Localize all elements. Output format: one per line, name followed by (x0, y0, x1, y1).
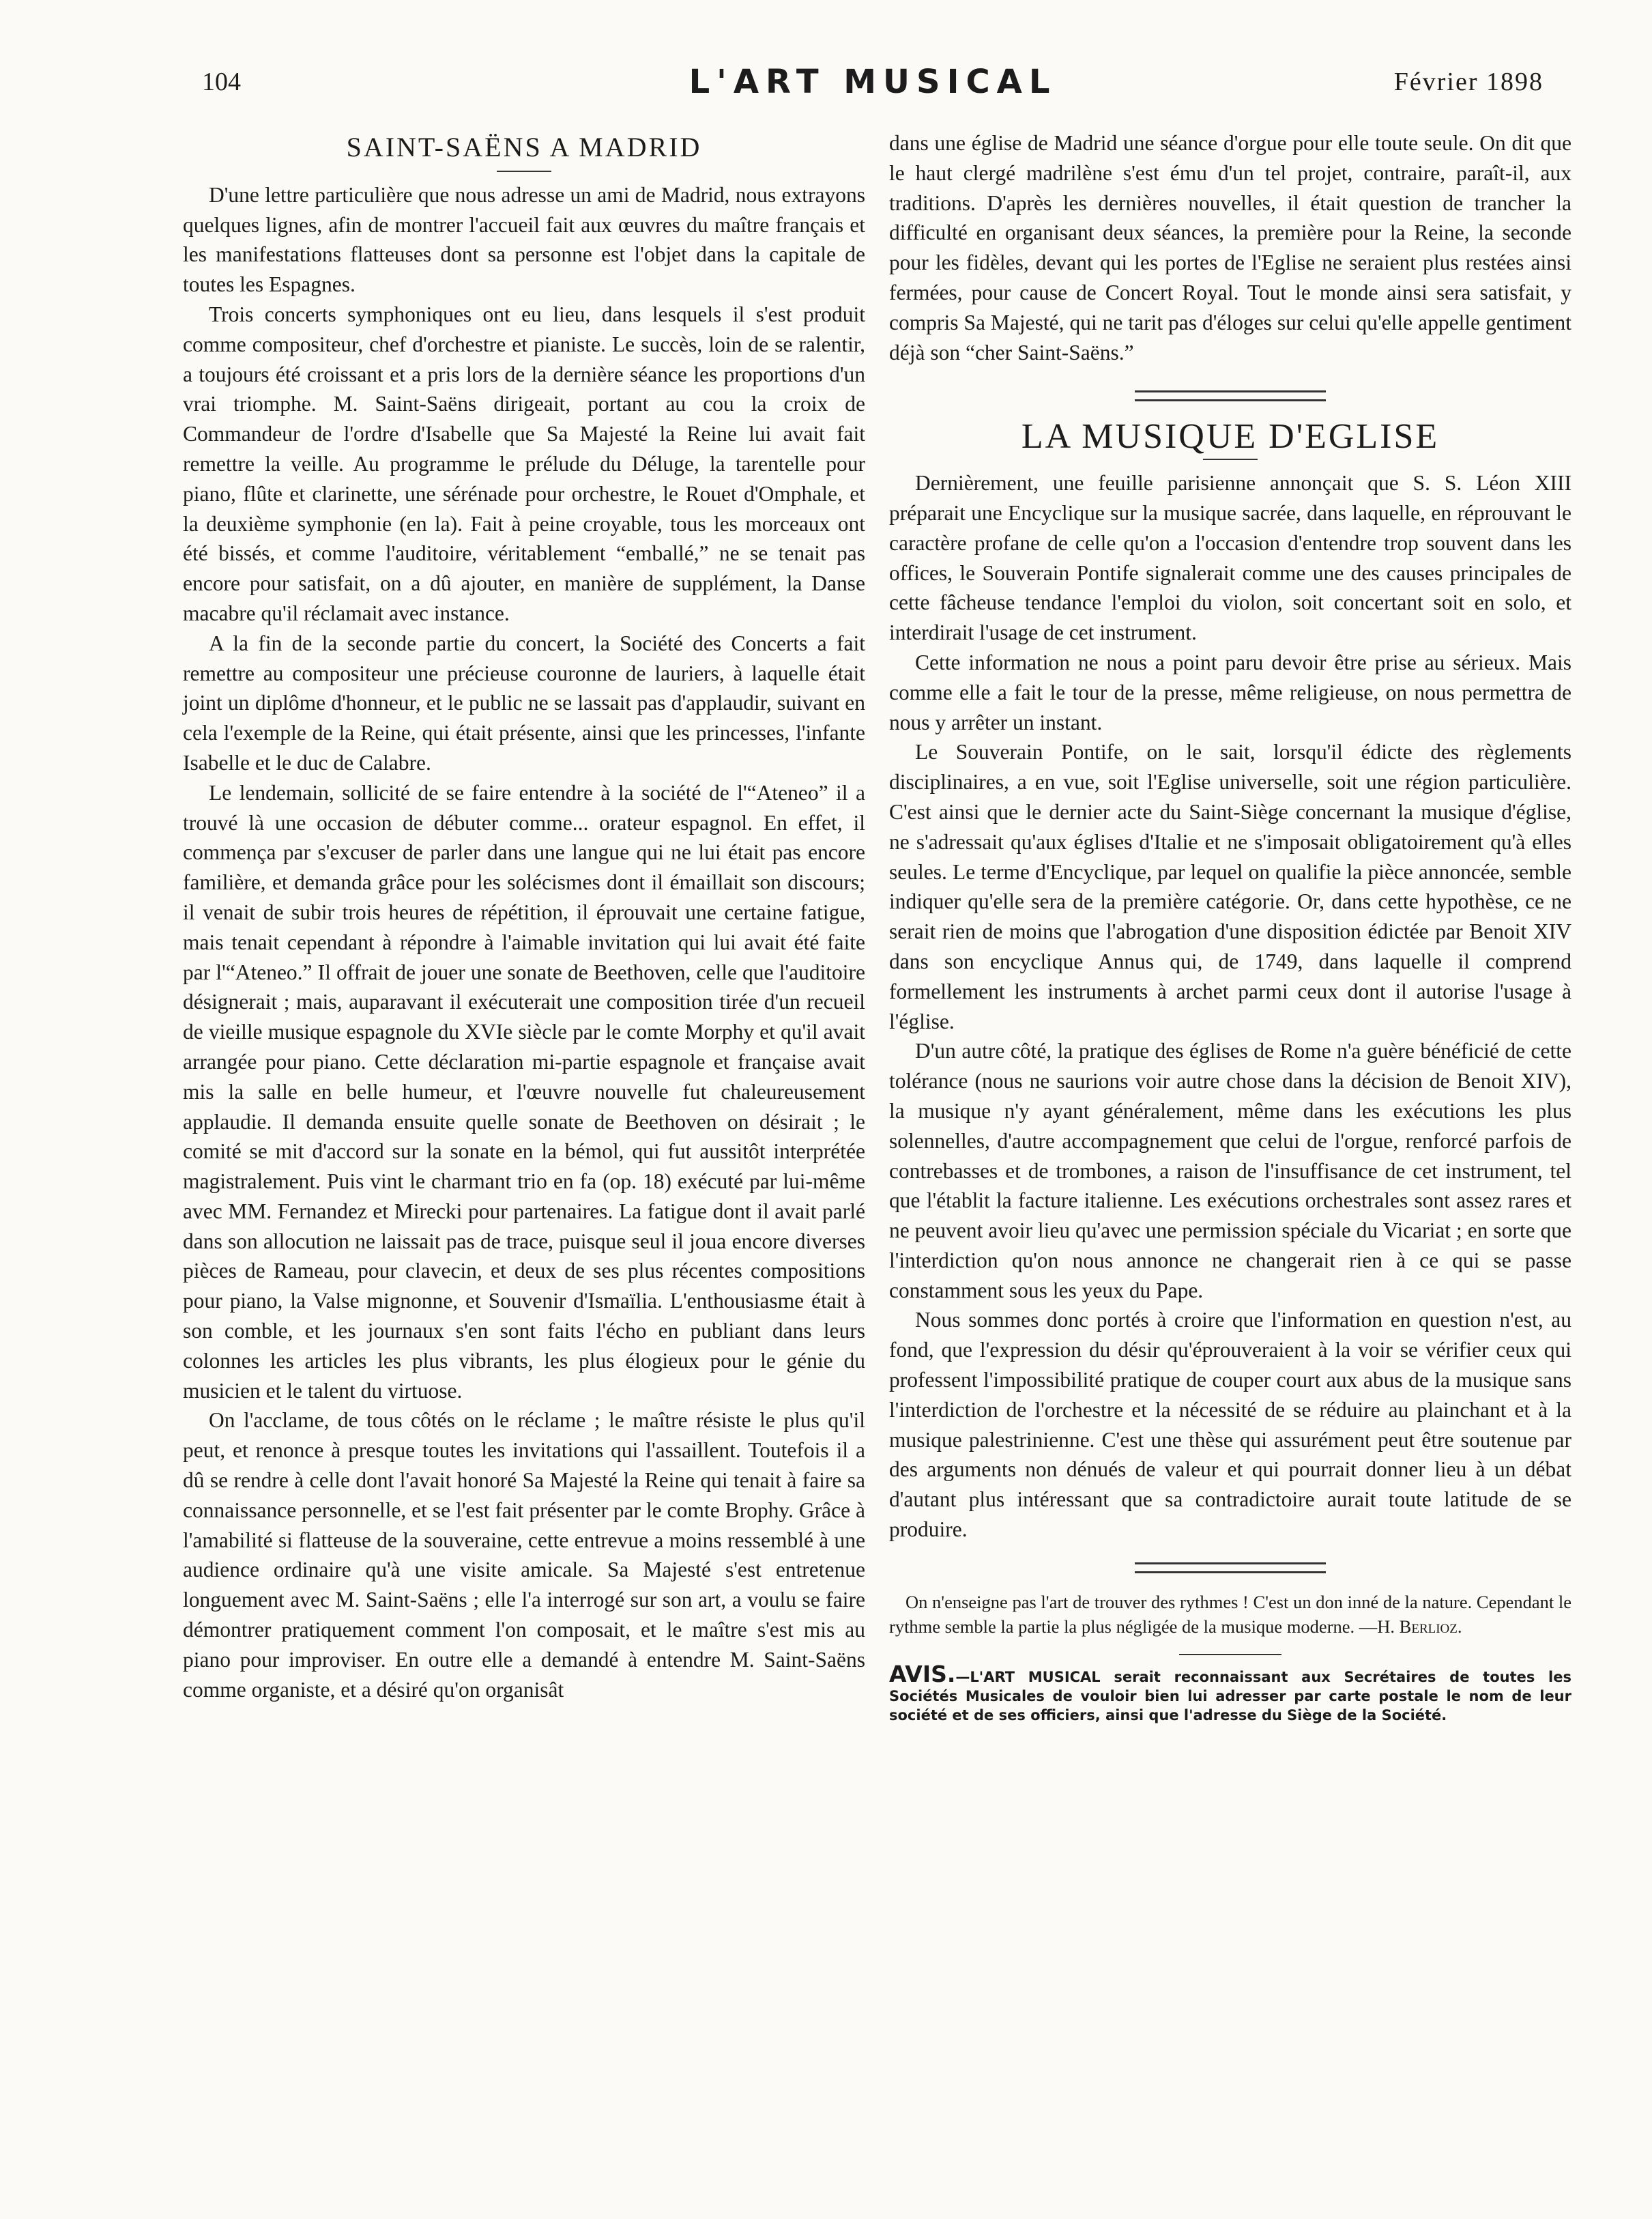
avis-notice (889, 1660, 1571, 1725)
avis-text: —L'ART MUSICAL serait reconnaissant aux Secrétaires de toutes les Sociétés Musicales de vouloir bien lui adresser par carte postale le nom de leur société et de ses officiers, ainsi que l'adresse du Siège de la Société. (889, 1668, 1571, 1723)
page-number: 104 (202, 68, 241, 96)
paragraph: D'un autre côté, la pratique des églises de Rome n'a guère bénéficié de cette tolérance (nous ne saurions voir autre chose dans la décision de Benoit XIV), la musique n'y ayant généralement, même dans les exécutions les plus solennelles, d'autre accompagnement que celui de l'orgue, renforcé parfois de contrebasses et de trombones, a raison de l'insuffisance de cet instrument, tel que l'établit la facture italienne. Les exécutions orchestrales sont assez rares et ne peuvent avoir lieu qu'avec une permission spéciale du Vicariat ; en sorte que l'interdiction qu'on nous annonce ne changerait rien à ce qui se passe constamment sous les yeux du Pape. (889, 1039, 1571, 1302)
left-column (183, 128, 865, 1704)
title-rule (497, 171, 551, 172)
page-header (202, 63, 1544, 111)
paragraph: A la fin de la seconde partie du concert, la Société des Concerts a fait remettre au compositeur une précieuse couronne de lauriers, à laquelle était joint un diplôme d'honneur, et le public ne se lassait pas d'applaudir, suivant en cela l'exemple de la Reine, qui était présente, ainsi que les princesses, l'infante Isabelle et le duc de Calabre. (183, 631, 865, 775)
paragraph: D'une lettre particulière que nous adresse un ami de Madrid, nous extrayons quelques lignes, afin de montrer l'accueil fait aux œuvres du maître français et les manifestations flatteuses dont sa personne est l'objet dans la capitale de toutes les Espagnes. (183, 182, 865, 297)
paragraph: Le lendemain, sollicité de se faire entendre à la société de l'“Ateneo” il a trouvé là une occasion de débuter comme... orateur espagnol. En effet, il commença par s'excuser de parler dans une langue qui ne lui était pas encore familière, et demanda grâce pour les solécismes dont il émaillait son discours; il venait de subir trois heures de répétition, il éprouvait une certaine fatigue, mais tenait cependant à répondre à l'aimable invitation qui lui avait été faite par l'“Ateneo.” Il offrait de jouer une sonate de Beethoven, celle que l'auditoire désignerait ; mais, auparavant il exécuterait une composition tirée d'un recueil de vieille musique espagnole du XVIe siècle par le comte Morphy et qu'il avait arrangée pour piano. Cette déclaration mi-partie espagnole et française avait mis la salle en belle humeur, et l'œuvre nouvelle fut chaleureusement applaudie. Il demanda ensuite quelle sonate de Beethoven on désirait ; le comité se mit d'accord sur la sonate en la bémol, qui fut aussitôt interprétée magistralement. Puis vint le charmant trio en fa (op. 18) exécuté par lui-même avec MM. Fernandez et Mirecki pour partenaires. La fatigue dont il avait parlé dans son allocution ne laissait pas de trace, puisque seul il joua encore diverses pièces de Rameau, pour clavecin, et deux de ses plus récentes compositions pour piano, la Valse mignonne, et Souvenir d'Ismaïlia. L'enthousiasme était à son comble, et les journaux s'en sont faits l'écho en publiant dans leurs colonnes les articles les plus vibrants, les plus élogieux pour le génie du musicien et le talent du virtuose. (183, 780, 865, 1403)
section-divider (1135, 390, 1326, 401)
journal-title: L'ART MUSICAL (689, 63, 1057, 101)
paragraph: Dernièrement, une feuille parisienne annonçait que S. S. Léon XIII préparait une Encyclique sur la musique sacrée, dans laquelle, en réprouvant le caractère profane de celle qu'on a l'occasion d'entendre trop souvent dans les offices, le Souverain Pontife signalerait comme une des causes principales de cette fâcheuse tendance l'emploi du violon, soit concertant soit en solo, et interdirait l'usage de cet instrument. (889, 471, 1571, 645)
berlioz-quote (889, 1590, 1571, 1639)
article-title-musique-eglise: LA MUSIQUE D'EGLISE (1021, 417, 1440, 457)
paragraph: Nous sommes donc portés à croire que l'information en question n'est, au fond, que l'expression du désir qu'éprouveraient à la voir se vérifier ceux qui professent l'impossibilité pratique de couper court aux abus de la musique sans l'interdiction de l'orchestre et la nécessité de se réduire au plainchant et à la musique palestrinienne. C'est une thèse qui assurément peut être soutenue par des arguments non dénués de valeur et qui pourrait donner lieu à un débat d'autant plus intéressant que sa contradictoire aurait toute latitude de se produire. (889, 1308, 1571, 1542)
title-rule (1203, 459, 1258, 460)
paragraph-continued: dans une église de Madrid une séance d'orgue pour elle toute seule. On dit que le haut clergé madrilène s'est ému d'un tel projet, contraire, paraît-il, aux traditions. D'après les dernières nouvelles, il était question de trancher la difficulté en organisant deux séances, la première pour la Reine, la seconde pour les fidèles, devant qui les portes de l'Eglise ne seraient plus restées ainsi fermées, pour cause de Concert Royal. Tout le monde ainsi sera satisfait, y compris Sa Majesté, qui ne tarit pas d'éloges sur celui qu'elle appelle gentiment déjà son “cher Saint-Saëns.” (889, 131, 1571, 364)
issue-date: Février 1898 (1393, 68, 1544, 96)
quote-text: On n'enseigne pas l'art de trouver des rythmes ! C'est un don inné de la nature. Cependant le rythme semble la partie la plus négligée de la musique moderne. (889, 1591, 1571, 1637)
paragraph: Le Souverain Pontife, on le sait, lorsqu'il édicte des règlements disciplinaires, a en vue, soit l'Eglise universelle, soit une région particulière. C'est ainsi que le dernier acte du Saint-Siège concernant la musique d'église, ne s'adressait qu'aux églises d'Italie et ne s'imposait obligatoirement qu'à elles seules. Le terme d'Encyclique, par lequel on qualifie la pièce annoncée, semble indiquer qu'elle sera de la première catégorie. Or, dans cette hypothèse, ce ne serait rien de moins que l'abrogation d'une disposition édictée par Benoit XIV dans son encyclique Annus qui, de 1749, dans laquelle il comprend formellement les instruments à archet parmi ceux dont il autorise l'usage à l'église. (889, 740, 1571, 1033)
section-divider (1135, 1562, 1326, 1573)
paragraph: On l'acclame, de tous côtés on le réclame ; le maître résiste le plus qu'il peut, et renonce à presque toutes les invitations qui l'assaillent. Toutefois il a dû se rendre à celle dont l'avait honoré Sa Majesté la Reine qui tenait à faire sa connaissance personnelle, et se l'est fait présenter par le comte Brophy. Grâce à l'amabilité si flatteuse de la souveraine, cette entrevue a moins ressemblé à une audience ordinaire qu'à une visite amicale. Sa Majesté s'est entretenue longuement avec M. Saint-Saëns ; elle l'a interrogé sur son art, a voulu se faire démontrer pratiquement comment l'on composait, et le maître s'est mis au piano pour improviser. En outre elle a demandé à entendre M. Saint-Saëns comme organiste, et a désiré qu'on organisât (183, 1408, 865, 1702)
avis-lead: AVIS. (889, 1660, 956, 1687)
article-title-saint-saens: SAINT-SAËNS A MADRID (346, 132, 702, 162)
paragraph: Cette information ne nous a point paru devoir être prise au sérieux. Mais comme elle a fait le tour de la presse, même religieuse, on nous permettra de nous y arrêter un instant. (889, 650, 1571, 734)
quote-rule (1179, 1654, 1281, 1655)
quote-attribution: —H. Berlioz. (1359, 1616, 1462, 1637)
paragraph: Trois concerts symphoniques ont eu lieu, dans lesquels il s'est produit comme compositeur, chef d'orchestre et pianiste. Le succès, loin de se ralentir, a toujours été croissant et a pris lors de la dernière séance les proportions d'un vrai triomphe. M. Saint-Saëns dirigeait, portant au cou la croix de Commandeur de l'ordre d'Isabelle que Sa Majesté la Reine lui avait fait remettre la veille. Au programme le prélude du Déluge, la tarentelle pour piano, flûte et clarinette, une sérénade pour orchestre, le Rouet d'Omphale, et la deuxième symphonie (en la). Fait à peine croyable, tous les morceaux ont été bissés, et comme l'auditoire, véritablement “emballé,” ne se tenait pas encore pour satisfait, on a dû ajouter, en manière de supplément, la Danse macabre qu'il réclamait avec instance. (183, 302, 865, 625)
right-column (889, 128, 1571, 1725)
